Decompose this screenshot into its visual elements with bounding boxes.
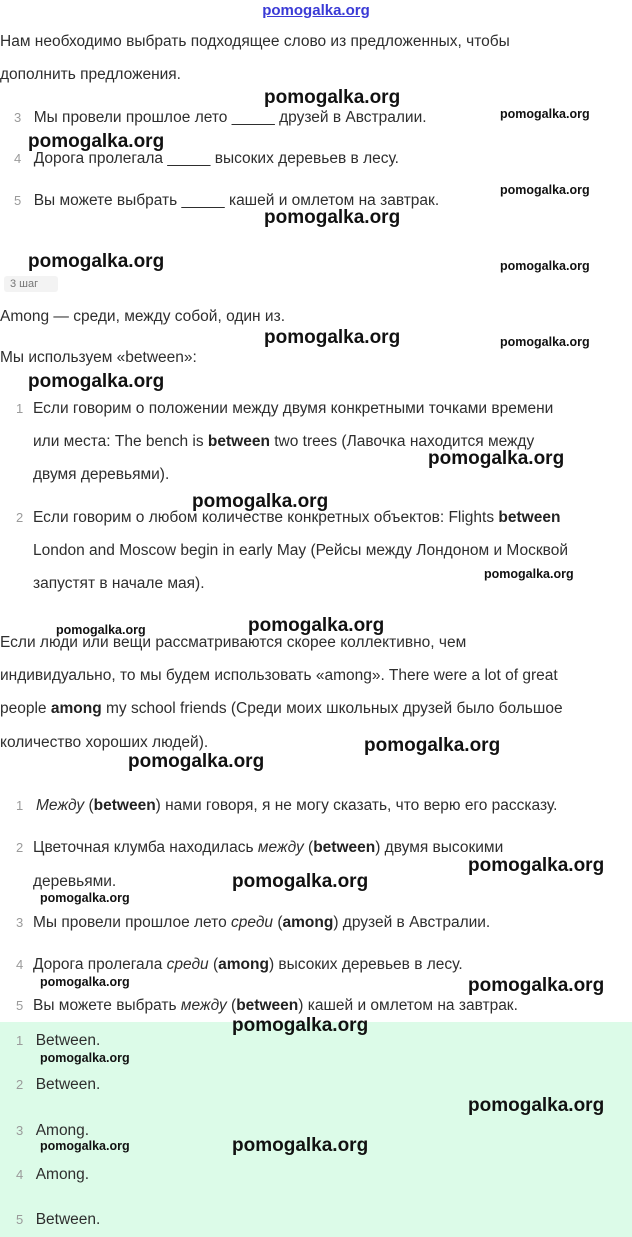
task-text: Вы можете выбрать _____ кашей и омлетом на завтрак. [33, 192, 440, 209]
answer-item [16, 1122, 89, 1140]
between-intro: Мы используем «between»: [0, 349, 197, 366]
explained-text: Дорога пролегала среди (among) высоких деревьев в лесу. [33, 956, 463, 973]
task-text: Мы провели прошлое лето _____ друзей в Австралии. [33, 109, 427, 126]
rule-line: Если говорим о любом количестве конкретных объектов: Flights between [33, 509, 561, 526]
task-text: Дорога пролегала _____ высоких деревьев в лесу. [33, 150, 399, 167]
watermark: pomogalka.org [364, 735, 501, 756]
task-item [14, 109, 427, 127]
watermark: pomogalka.org [40, 1139, 130, 1153]
explained-number: 3 [16, 915, 24, 930]
watermark: pomogalka.org [28, 371, 165, 392]
watermark: pomogalka.org [500, 259, 590, 273]
rule-line: запустят в начале мая). [33, 575, 205, 592]
watermark: pomogalka.org [40, 975, 130, 989]
answer-text: Between. [35, 1076, 101, 1093]
answer-number: 4 [16, 1167, 24, 1182]
explained-text: Вы можете выбрать между (between) кашей и омлетом на завтрак. [33, 997, 518, 1014]
explained-text-cont: деревьями. [33, 873, 117, 890]
watermark: pomogalka.org [468, 975, 605, 996]
explained-text: Между (between) нами говоря, я не могу сказать, что верю его рассказу. [36, 797, 558, 814]
rule-line: двумя деревьями). [33, 466, 170, 483]
answer-text: Between. [35, 1211, 101, 1228]
watermark: pomogalka.org [28, 251, 165, 272]
among-definition: Among — среди, между собой, один из. [0, 308, 285, 325]
explained-number: 5 [16, 998, 24, 1013]
task-number: 4 [14, 151, 22, 166]
rule-line: или места: The bench is between two trees (Лавочка находится между [33, 433, 535, 450]
explained-number: 4 [16, 957, 24, 972]
collective-line: индивидуально, то мы будем использовать «among». There were a lot of great [0, 667, 558, 684]
watermark: pomogalka.org [484, 567, 574, 581]
watermark: pomogalka.org [40, 1051, 130, 1065]
answer-item [16, 1166, 89, 1184]
task-number: 5 [14, 193, 22, 208]
collective-line: Если люди или вещи рассматриваются скорее коллективно, чем [0, 634, 467, 651]
watermark: pomogalka.org [192, 491, 329, 512]
answer-number: 3 [16, 1123, 24, 1138]
rule-line: Если говорим о положении между двумя конкретными точками времени [33, 400, 554, 417]
answer-item [16, 1032, 100, 1050]
answer-text: Between. [35, 1032, 101, 1049]
site-link[interactable]: pomogalka.org [262, 2, 370, 19]
rule-item [16, 400, 23, 418]
watermark: pomogalka.org [40, 891, 130, 905]
collective-line: people among my school friends (Среди моих школьных друзей было большое [0, 700, 563, 717]
task-number: 3 [14, 110, 22, 125]
watermark: pomogalka.org [264, 87, 401, 108]
explained-item [16, 997, 23, 1015]
explained-item [16, 956, 23, 974]
rule-line: London and Moscow begin in early May (Рейсы между Лондоном и Москвой [33, 542, 569, 559]
watermark: pomogalka.org [500, 335, 590, 349]
keyword-between: between [498, 509, 561, 526]
explained-item [16, 839, 23, 857]
explained-number: 2 [16, 840, 24, 855]
explained-item [16, 797, 23, 815]
explained-number: 1 [16, 798, 24, 813]
explained-item [16, 914, 23, 932]
explained-text: Цветочная клумба находилась между (between) двумя высокими [33, 839, 504, 856]
watermark: pomogalka.org [500, 107, 590, 121]
intro-line-2: дополнить предложения. [0, 66, 181, 83]
answer-number: 5 [16, 1212, 24, 1227]
watermark: pomogalka.org [28, 131, 165, 152]
watermark: pomogalka.org [468, 855, 605, 876]
answer-item [16, 1076, 100, 1094]
watermark: pomogalka.org [232, 1135, 369, 1156]
watermark: pomogalka.org [468, 1095, 605, 1116]
watermark: pomogalka.org [248, 615, 385, 636]
watermark: pomogalka.org [428, 448, 565, 469]
rule-number: 2 [16, 510, 24, 525]
watermark: pomogalka.org [56, 623, 146, 637]
keyword-among: among [50, 700, 102, 717]
rule-item [16, 509, 23, 527]
watermark: pomogalka.org [500, 183, 590, 197]
step-label: 3 шаг [4, 276, 58, 292]
answer-item [16, 1211, 100, 1229]
watermark: pomogalka.org [264, 207, 401, 228]
watermark: pomogalka.org [128, 751, 265, 772]
answer-text: Among. [35, 1122, 90, 1139]
answer-text: Among. [35, 1166, 90, 1183]
answer-number: 2 [16, 1077, 24, 1092]
keyword-between: between [207, 433, 270, 450]
watermark: pomogalka.org [232, 871, 369, 892]
explained-text: Мы провели прошлое лето среди (among) друзей в Австралии. [33, 914, 491, 931]
watermark: pomogalka.org [264, 327, 401, 348]
answer-number: 1 [16, 1033, 24, 1048]
rule-number: 1 [16, 401, 24, 416]
collective-line: количество хороших людей). [0, 734, 209, 751]
intro-line-1: Нам необходимо выбрать подходящее слово из предложенных, чтобы [0, 33, 510, 50]
watermark: pomogalka.org [232, 1015, 369, 1036]
